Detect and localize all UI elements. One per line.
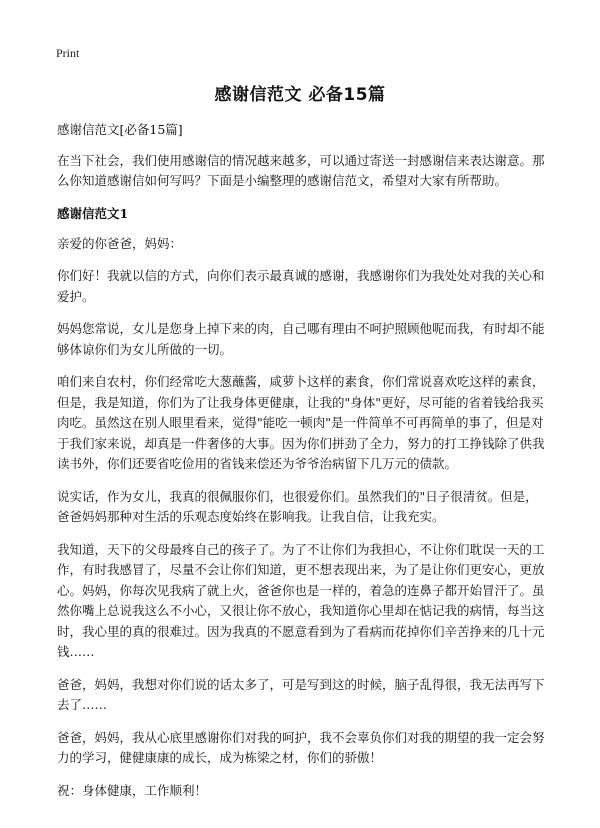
letter-closing: 祝：身体健康，工作顺利！ (57, 782, 208, 798)
document-body (57, 120, 547, 813)
letter-paragraph: 爸爸，妈妈，我从心底里感谢你们对我的呵护，我不会辜负你们对我的期望的我一定会努力的学习，健健康康的成长，成为栋梁之材，你们的骄傲！ (57, 729, 545, 765)
print-link[interactable]: Print (56, 46, 80, 60)
intro-paragraph: 在当下社会，我们使用感谢信的情况越来越多，可以通过寄送一封感谢信来表达谢意。那么你知道感谢信如何写吗？下面是小编整理的感谢信范文，希望对大家有所帮助。 (57, 152, 545, 188)
letter-paragraph: 妈妈您常说，女儿是您身上掉下来的肉，自己哪有理由不呵护照顾他呢而我，有时却不能够体谅你们为女儿所做的一切。 (57, 321, 545, 357)
letter-paragraph: 你们好！我就以信的方式，向你们表示最真诚的感谢，我感谢你们为我处处对我的关心和爱护。 (57, 268, 545, 304)
letter-paragraph: 咱们来自农村，你们经常吃大葱蘸酱，咸萝卜这样的素食，你们常说喜欢吃这样的素食，但是，我是知道，你们为了让我身体更健康，让我的"身体"更好，尽可能的省着钱给我买肉吃。虽然这在别人眼里看来，觉得"能吃一顿肉"是一件简单不可再简单的事了，但是对于我们家来说，却真是一件奢侈的大事。因为你们拼劲了全力，努力的打工挣钱除了供我读书外，你们还要省吃俭用的省钱来偿还为爷爷治病留下几万元的债款。 (57, 374, 545, 471)
section-heading: 感谢信范文1 (57, 205, 129, 221)
letter-paragraph: 说实话，作为女儿，我真的很佩服你们，也很爱你们。虽然我们的"日子很清贫。但是，爸爸妈妈那种对生活的乐观态度始终在影响我。让我自信，让我充实。 (57, 488, 538, 524)
page-title: 感谢信范文 必备15篇 (214, 85, 386, 105)
letter-paragraph: 爸爸，妈妈，我想对你们说的话太多了，可是写到这的时候，脑子乱得很，我无法再写下去了…… (57, 676, 545, 712)
letter-paragraph: 我知道，天下的父母最疼自己的孩子了。为了不让你们为我担心，不让你们耽误一天的工作，有时我感冒了，尽量不会让你们知道，更不想表现出来，为了是让你们更安心，更放心。妈妈，你每次见我病了就上火，爸爸你也是一样的，着急的连鼻子都开始冒汗了。虽然你嘴上总说我这么不小心，又很让你不放心，我知道你心里却在惦记我的病情，每当这时，我心里的真的很难过。因为我真的不愿意看到为了看病而花掉你们辛苦挣来的几十元钱…… (57, 541, 545, 659)
document-subtitle: 感谢信范文[必备15篇] (57, 122, 183, 137)
letter-greeting: 亲爱的你爸爸，妈妈： (57, 235, 183, 251)
